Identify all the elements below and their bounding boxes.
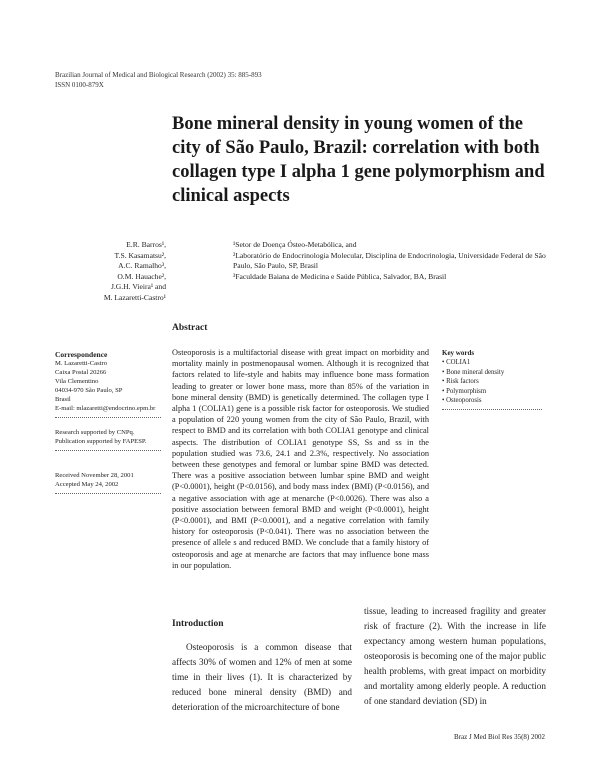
author: M. Lazaretti-Castro¹ xyxy=(103,292,166,302)
introduction-column-1 xyxy=(172,640,352,715)
correspondence-line: Caixa Postal 20266 xyxy=(55,369,107,376)
introduction-column-2 xyxy=(364,604,546,709)
accepted-date: Accepted May 24, 2002 xyxy=(55,481,119,488)
correspondence-line: Vila Clementino xyxy=(55,378,99,385)
keyword: • Osteoporosis xyxy=(442,397,482,405)
abstract-text: Osteoporosis is a multifactorial disease with great impact on morbidity and mortality mainly in postmenopausal women. Although it is recognized that factors related to life-style and habits may influence bone mass formation leading to greater or lower bone mass, more than 85% of the variation in bone mineral density (BMD) is genetically determined. The collagen type I alpha 1 (COLIA1) gene is a possible risk factor for osteoporosis. We studied a population of 220 young women from the city of São Paulo, Brazil, with respect to BMD and its correlation with both COLIA1 genotype and clinical aspects. The distribution of COLIA1 genotype SS, Ss and ss in the population studied was 73.6, 24.1 and 2.3%, respectively. No association between these genotypes and femoral or lumbar spine BMD was detected. There was a positive association between lumbar spine BMD and weight (P<0.0001), height (P<0.0156), and body mass index (BMI) (P<0.0156), and a negative association with age at menarche (P<0.0026). There was also a positive association between femoral BMD and weight (P<0.0001), height (P<0.0001), and BMI (P<0.0001), and a negative correlation with family history for osteoporosis (P<0.041). There was no association between the presence of allele s and reduced BMD. We conclude that a family history of osteoporosis and age at menarche are factors that may influence bone mass in our population. xyxy=(172,348,429,570)
paragraph: tissue, leading to increased fragility and greater risk of fracture (2). With the increase in life expectancy among western human populations, osteoporosis is becoming one of the major public health problems, with great impact on morbidity and mortality among elderly people. A reduction of one standard deviation (SD) in xyxy=(364,606,546,706)
keyword: • Bone mineral density xyxy=(442,368,505,376)
author-list xyxy=(60,240,166,304)
page-footer: Braz J Med Biol Res 35(8) 2002 xyxy=(454,733,545,741)
abstract-heading: Abstract xyxy=(172,323,208,333)
article-title: Bone mineral density in young women of the city of São Paulo, Brazil: correlation with both collagen type I alpha 1 gene polymorphism and clinical aspects xyxy=(172,114,545,206)
introduction-heading: Introduction xyxy=(172,619,224,629)
author: J.G.H. Vieira¹ and xyxy=(110,282,166,292)
correspondence-line: M. Lazaretti-Castro xyxy=(55,360,107,367)
correspondence-heading: Correspondence xyxy=(55,350,108,359)
correspondence-line: Brasil xyxy=(55,396,71,403)
divider xyxy=(55,493,161,494)
keyword: • Polymorphism xyxy=(442,387,487,395)
keywords-box xyxy=(442,349,547,410)
correspondence-email: E-mail: mlazaretti@endocrino.epm.br xyxy=(55,405,156,412)
affiliation-list xyxy=(233,240,553,282)
support-line: Publication supported by FAPESP. xyxy=(55,438,147,445)
author: T.S. Kasamatsu², xyxy=(114,250,166,260)
divider xyxy=(442,409,542,410)
keywords-heading: Key words xyxy=(442,349,475,357)
received-date: Received November 28, 2001 xyxy=(55,472,134,479)
author: A.C. Ramalho³, xyxy=(118,261,166,271)
journal-issn: ISSN 0100-879X xyxy=(55,81,104,89)
author: E.R. Barros¹, xyxy=(126,240,166,249)
keyword: • Risk factors xyxy=(442,378,479,386)
keyword: • COLIA1 xyxy=(442,359,471,367)
paragraph: Osteoporosis is a common disease that affects 30% of women and 12% of men at some time in their lives (1). It is characterized by reduced bone mineral density (BMD) and deterioration of the microarchitecture of bone xyxy=(172,642,352,712)
affiliation: ³Faculdade Baiana de Medicina e Saúde Pública, Salvador, BA, Brasil xyxy=(233,271,447,281)
affiliation: ²Laboratório de Endocrinologia Molecular, Disciplina de Endocrinologia, Universidade Federal de São Paulo, São Paulo, SP, Brasil xyxy=(233,250,546,271)
support-line: Research supported by CNPq. xyxy=(55,429,135,436)
journal-header xyxy=(55,70,262,90)
author: O.M. Hauache², xyxy=(117,271,166,281)
affiliation: ¹Setor de Doença Ósteo-Metabólica, and xyxy=(233,240,357,249)
correspondence-line: 04034-970 São Paulo, SP xyxy=(55,387,123,394)
journal-citation: Brazilian Journal of Medical and Biological Research (2002) 35: 885-893 xyxy=(55,71,262,79)
correspondence-sidebar xyxy=(55,350,163,494)
